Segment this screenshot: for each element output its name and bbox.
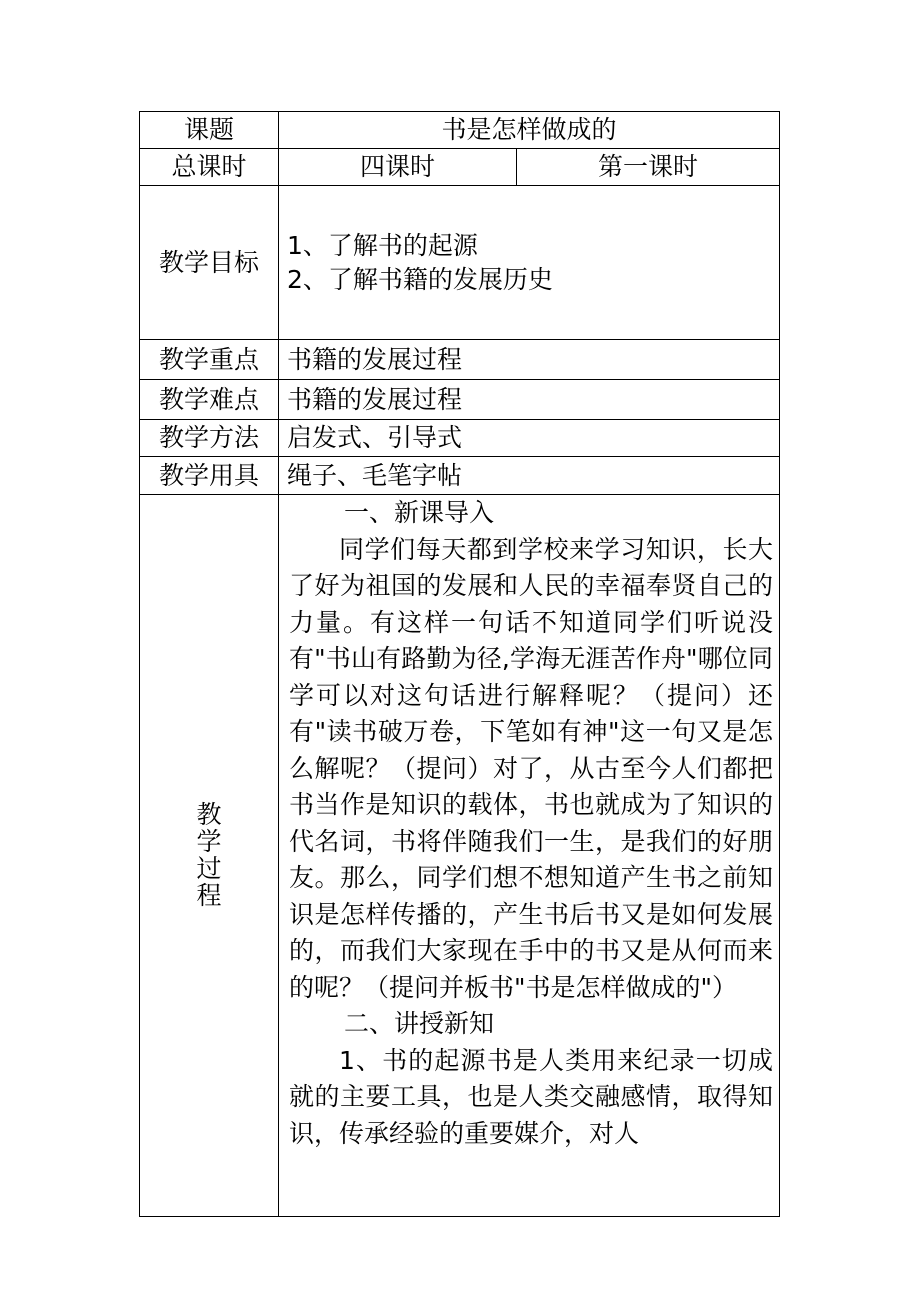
objective-item: 2、了解书籍的发展历史	[287, 264, 553, 294]
difficulty-label: 教学难点	[140, 380, 279, 420]
key-point-value: 书籍的发展过程	[279, 340, 780, 380]
process-label: 教学过程	[196, 799, 222, 910]
current-hour: 第一课时	[517, 149, 780, 186]
title-row	[140, 112, 780, 149]
method-label: 教学方法	[140, 420, 279, 457]
process-content	[279, 495, 780, 1217]
objectives-row	[140, 186, 780, 340]
key-point-row	[140, 340, 780, 380]
key-point-label: 教学重点	[140, 340, 279, 380]
difficulty-row	[140, 380, 780, 420]
tools-label: 教学用具	[140, 457, 279, 495]
objectives-content	[279, 186, 780, 340]
tools-value: 绳子、毛笔字帖	[279, 457, 780, 495]
lesson-title: 书是怎样做成的	[279, 112, 780, 149]
title-label: 课题	[140, 112, 279, 149]
method-value: 启发式、引导式	[279, 420, 780, 457]
hours-label: 总课时	[140, 149, 279, 186]
objective-item: 1、了解书的起源	[287, 230, 478, 260]
lesson-plan-table	[139, 111, 780, 1217]
section-heading: 一、新课导入	[344, 498, 495, 527]
method-row	[140, 420, 780, 457]
hours-row	[140, 149, 780, 186]
section-paragraph: 1、书的起源书是人类用来纪录一切成就的主要工具，也是人类交融感情，取得知识，传承经验的重要媒介，对人	[289, 1045, 774, 1148]
tools-row	[140, 457, 780, 495]
total-hours: 四课时	[279, 149, 517, 186]
section-heading: 二、讲授新知	[344, 1009, 495, 1038]
process-row	[140, 495, 780, 1217]
section-paragraph: 同学们每天都到学校来学习知识，长大了好为祖国的发展和人民的幸福奉贤自己的力量。有这样一句话不知道同学们听说没有"书山有路勤为径,学海无涯苦作舟"哪位同学可以对这句话进行解释呢？（提问）还有"读书破万卷，下笔如有神"这一句又是怎么解呢？（提问）对了，从古至今人们都把书当作是知识的载体，书也就成为了知识的代名词，书将伴随我们一生，是我们的好朋友。那么，同学们想不想知道产生书之前知识是怎样传播的，产生书后书又是如何发展的，而我们大家现在手中的书又是从何而来的呢？（提问并板书"书是怎样做成的"）	[289, 534, 774, 1002]
difficulty-value: 书籍的发展过程	[279, 380, 780, 420]
process-label-cell	[140, 495, 279, 1217]
objectives-label: 教学目标	[140, 186, 279, 340]
